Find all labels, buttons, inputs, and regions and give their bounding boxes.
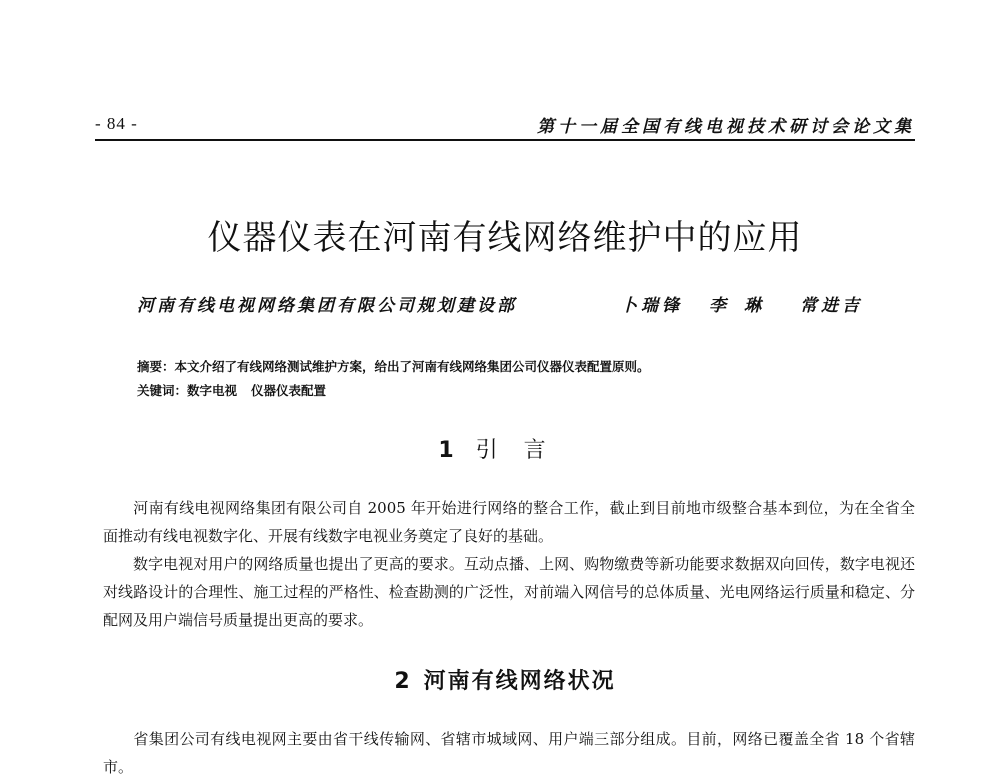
running-title: 第十一届全国有线电视技术研讨会论文集 — [537, 117, 915, 137]
keyword: 仪器仪表配置 — [251, 383, 327, 398]
section-heading-1 — [95, 433, 915, 464]
paragraph — [103, 494, 915, 550]
header-rule — [95, 139, 915, 141]
author-name: 卜瑞锋 — [620, 296, 683, 316]
paragraph — [103, 725, 915, 781]
author-name: 李琳 — [709, 296, 779, 316]
keyword: 数字电视 — [187, 383, 238, 398]
section-heading-2 — [95, 664, 915, 695]
section-title: 引言 — [475, 438, 572, 463]
page-header — [95, 110, 915, 138]
abstract: 摘要：本文介绍了有线网络测试维护方案，给出了河南有线网络集团公司仪器仪表配置原则。 — [137, 359, 650, 374]
section-title: 河南有线网络状况 — [423, 669, 616, 694]
affiliation: 河南有线电视网络集团有限公司规划建设部 — [137, 296, 517, 316]
keywords — [137, 381, 326, 399]
section-number: 2 — [394, 669, 410, 694]
paragraph-text: 河南有线电视网络集团有限公司自 2005 年开始进行网络的整合工作，截止到目前地市级整合基本到位，为在全省全面推动有线电视数字化、开展有线数字电视业务奠定了良好的基础。 — [103, 499, 915, 545]
paragraph-text: 数字电视对用户的网络质量也提出了更高的要求。互动点播、上网、购物缴费等新功能要求数据双向回传，数字电视还对线路设计的合理性、施工过程的严格性、检查勘测的广泛性，对前端入网信号的总体质量、光电网络运行质量和稳定、分配网及用户端信号质量提出更高的要求。 — [103, 555, 915, 629]
author-name: 常进吉 — [800, 296, 863, 316]
page-number: - 84 - — [95, 114, 138, 133]
section-number: 1 — [438, 438, 454, 463]
paper-title: 仪器仪表在河南有线网络维护中的应用 — [207, 218, 803, 258]
paragraph — [103, 550, 915, 634]
paragraph-text: 省集团公司有线电视网主要由省干线传输网、省辖市城域网、用户端三部分组成。目前，网络已覆盖全省 18 个省辖市。 — [103, 730, 915, 776]
keywords-label: 关键词： — [137, 383, 188, 398]
